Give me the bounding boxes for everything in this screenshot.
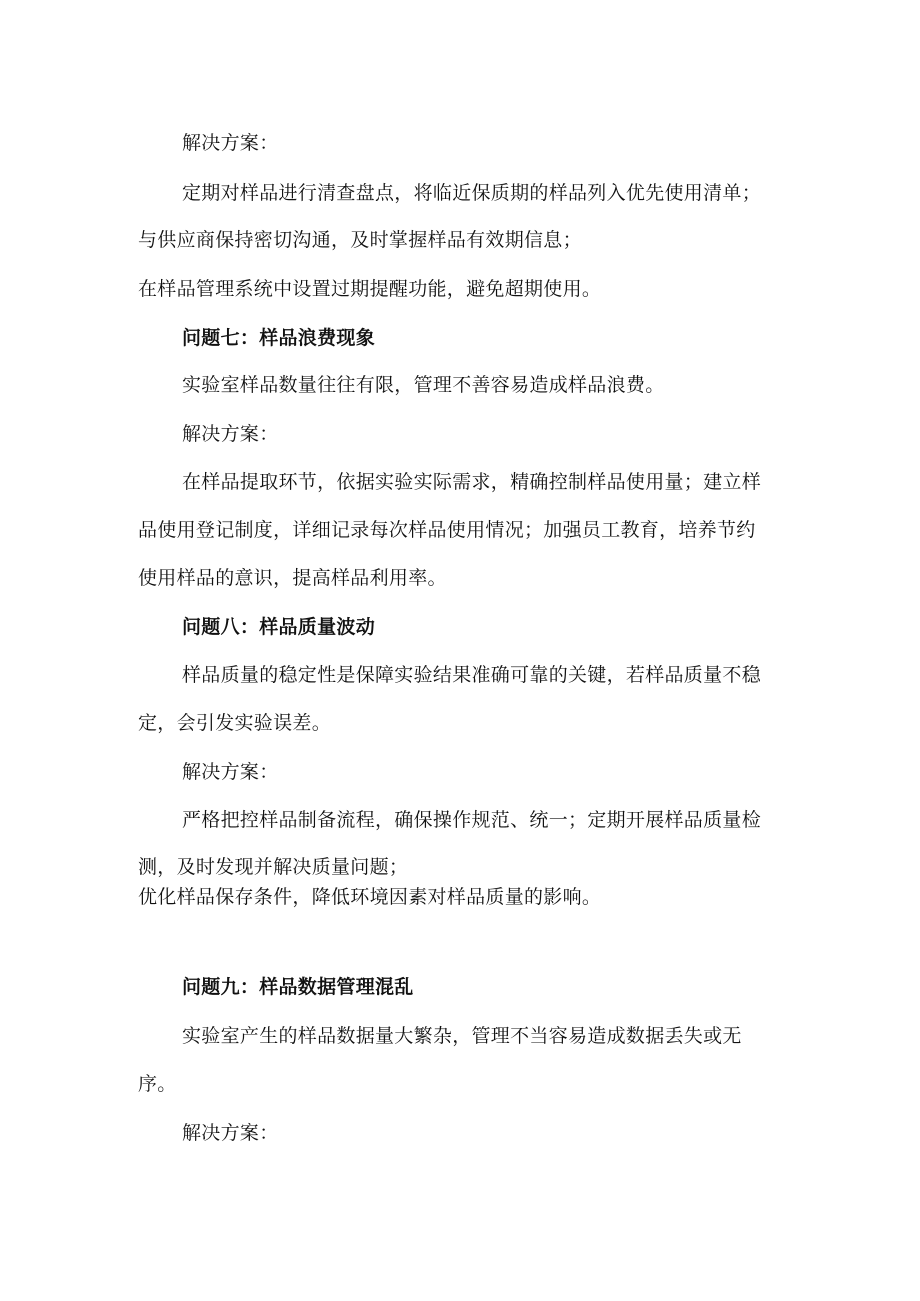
paragraph-line: 在样品管理系统中设置过期提醒功能，避免超期使用。 xyxy=(138,278,602,300)
paragraph-line: 定，会引发实验误差。 xyxy=(138,712,332,734)
paragraph-line: 严格把控样品制备流程，确保操作规范、统一；定期开展样品质量检 xyxy=(182,809,762,831)
section-heading-q9: 问题九：样品数据管理混乱 xyxy=(182,976,414,998)
paragraph-line: 测，及时发现并解决质量问题； xyxy=(138,856,409,878)
solution-label: 解决方案： xyxy=(182,132,279,154)
paragraph-line: 实验室样品数量往往有限，管理不善容易造成样品浪费。 xyxy=(182,374,665,396)
solution-label: 解决方案： xyxy=(182,761,279,783)
paragraph-line: 品使用登记制度，详细记录每次样品使用情况；加强员工教育，培养节约 xyxy=(138,519,756,541)
paragraph-line: 实验室产生的样品数据量大繁杂，管理不当容易造成数据丢失或无 xyxy=(182,1025,742,1047)
paragraph-line: 样品质量的稳定性是保障实验结果准确可靠的关键，若样品质量不稳 xyxy=(182,664,762,686)
solution-label: 解决方案： xyxy=(182,423,279,445)
paragraph-line: 与供应商保持密切沟通，及时掌握样品有效期信息； xyxy=(138,229,582,251)
paragraph-line: 使用样品的意识，提高样品利用率。 xyxy=(138,567,447,589)
paragraph-line: 序。 xyxy=(138,1073,177,1095)
section-heading-q7: 问题七：样品浪费现象 xyxy=(182,327,376,349)
solution-label: 解决方案： xyxy=(182,1122,279,1144)
paragraph-line: 优化样品保存条件，降低环境因素对样品质量的影响。 xyxy=(138,886,602,908)
section-heading-q8: 问题八：样品质量波动 xyxy=(182,616,376,638)
paragraph-line: 定期对样品进行清查盘点，将临近保质期的样品列入优先使用清单； xyxy=(182,182,762,204)
paragraph-line: 在样品提取环节，依据实验实际需求，精确控制样品使用量；建立样 xyxy=(182,471,762,493)
